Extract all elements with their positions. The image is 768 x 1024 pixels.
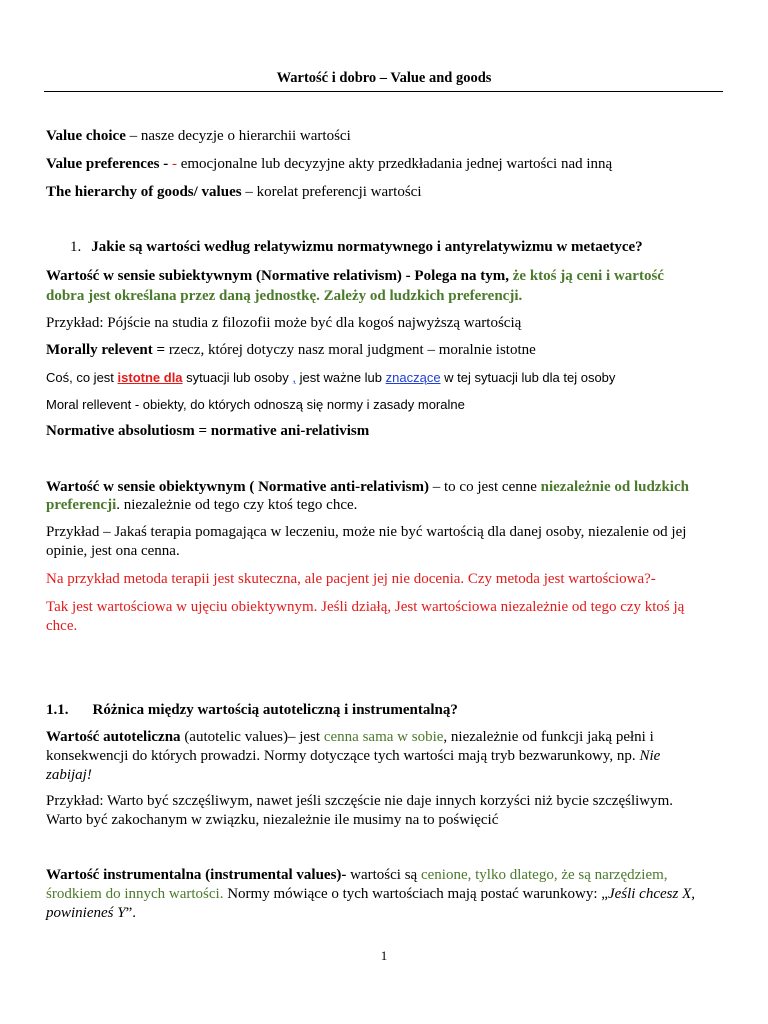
term: The hierarchy of goods/ values: [46, 184, 242, 200]
objective-example-line-1: Przykład – Jakaś terapia pomagająca w leczeniu, może nie być wartością dla danej osoby, niezalenie od jej: [46, 524, 687, 540]
objective-heading: Wartość w sensie obiektywnym ( Normative anti-relativism): [46, 479, 429, 495]
text: – to co jest cenne: [429, 479, 541, 495]
term: Value preferences -: [46, 156, 172, 172]
green-text: cenione, tylko dlatego, że są narzędziem,: [420, 867, 668, 883]
instrumental-line-2: [46, 886, 695, 903]
question-number: 1.: [70, 239, 82, 255]
green-text: cenna sama w sobie: [323, 729, 444, 745]
red-dash: -: [171, 156, 181, 172]
blue-comma: ,: [292, 370, 297, 385]
objective-value-line-1: [46, 479, 689, 496]
term: Wartość autoteliczna: [46, 729, 181, 745]
autotelic-example-line-1: Przykład: Warto być szczęśliwym, nawet jeśli szczęście nie daje innych korzyści niż bycie szczęśliwym.: [46, 793, 674, 809]
question-number: 1.1.: [46, 702, 69, 718]
subjective-value-line-2: [46, 288, 522, 305]
autotelic-line-2: [46, 748, 660, 765]
text: Normy mówiące o tych wartościach mają postać warunkowy: „: [223, 886, 608, 902]
page-number: 1: [380, 948, 388, 963]
autotelic-line-3: zabijaj!: [46, 767, 92, 783]
red-note-2-line-1: Tak jest wartościowa w ujęciu obiektywnym. Jeśli działą, Jest wartościowa niezależnie od tego czy ktoś ją: [46, 599, 685, 615]
question-1-1: [46, 702, 458, 719]
term: Value choice: [46, 128, 126, 144]
green-text: środkiem do innych wartości.: [46, 886, 224, 902]
definition-text: – nasze decyzje o hierarchii wartości: [125, 128, 351, 144]
text: Coś, co jest: [46, 370, 118, 385]
subjective-example: Przykład: Pójście na studia z filozofii może być dla kogoś najwyższą wartością: [46, 315, 522, 331]
definition-value-choice: [46, 128, 351, 145]
instrumental-line-1: [46, 867, 668, 884]
objective-value-line-2: [46, 497, 357, 514]
green-text: że ktoś ją ceni i wartość: [512, 268, 664, 284]
term: Wartość instrumentalna (instrumental values)-: [46, 867, 347, 883]
document-title: Wartość i dobro – Value and goods: [276, 70, 492, 86]
cos-co-jest-line: [46, 370, 615, 385]
objective-example-line-2: opinie, jest ona cenna.: [46, 543, 180, 559]
text: sytuacji lub osoby: [182, 370, 293, 385]
question-text: Jakie są wartości według relatywizmu normatywnego i antyrelatywizmu w metaetyce?: [91, 239, 643, 255]
instrumental-line-3: [46, 905, 136, 922]
question-text: Różnica między wartością autoteliczną i instrumentalną?: [92, 702, 458, 718]
text: w tej sytuacji lub dla tej osoby: [440, 370, 616, 385]
question-1: [70, 239, 643, 256]
normative-absolutism-line: Normative absolutiosm = normative ani-relativism: [46, 423, 370, 439]
text: , niezależnie od funkcji jaką pełni i: [443, 729, 654, 745]
green-text: dobra jest określana przez daną jednostkę. Zależy od ludzkich preferencji.: [46, 288, 523, 304]
italic-text: Jeśli chcesz X,: [607, 886, 695, 902]
term: Morally relevent =: [46, 342, 169, 358]
italic-text: powinieneś Y: [46, 905, 126, 921]
definition-hierarchy: [46, 184, 422, 201]
green-text: niezależnie od ludzkich: [540, 479, 689, 495]
text: wartości są: [346, 867, 421, 883]
text: jest ważne lub: [296, 370, 386, 385]
autotelic-example-line-2: Warto być zakochanym w związku, niezależnie ile musimy na to poświęcić: [46, 812, 499, 828]
definition-text: rzecz, której dotyczy nasz moral judgment – moralnie istotne: [168, 342, 536, 358]
subjective-heading: Wartość w sensie subiektywnym (Normative relativism) - Polega na tym,: [46, 268, 513, 284]
text: . niezależnie od tego czy ktoś tego chce.: [116, 497, 358, 513]
definition-text: emocjonalne lub decyzyjne akty przedkładania jednej wartości nad inną: [180, 156, 613, 172]
text: konsekwencji do których prowadzi. Normy dotyczące tych wartości mają tryb bezwarunkowy, np.: [46, 748, 640, 764]
definition-value-preferences: [46, 156, 612, 173]
moral-rellevent-line: Moral rellevent - obiekty, do których odnoszą się normy i zasady moralne: [46, 397, 465, 412]
green-text: preferencji: [46, 497, 117, 513]
red-note-2-line-2: chce.: [46, 618, 78, 634]
red-underlined-text: istotne dla: [117, 370, 183, 385]
link-znaczace[interactable]: znaczące: [385, 370, 441, 385]
definition-text: – korelat preferencji wartości: [241, 184, 422, 200]
autotelic-line-1: [46, 729, 654, 746]
red-note-1: Na przykład metoda terapii jest skuteczna, ale pacjent jej nie docenia. Czy metoda jest wartościowa?-: [46, 571, 656, 587]
morally-relevent-line: [46, 342, 536, 359]
title-underline: [44, 91, 723, 92]
subjective-value-line-1: [46, 268, 664, 285]
text: ”.: [125, 905, 137, 921]
italic-text: Nie: [639, 748, 661, 764]
text: (autotelic values)– jest: [180, 729, 324, 745]
